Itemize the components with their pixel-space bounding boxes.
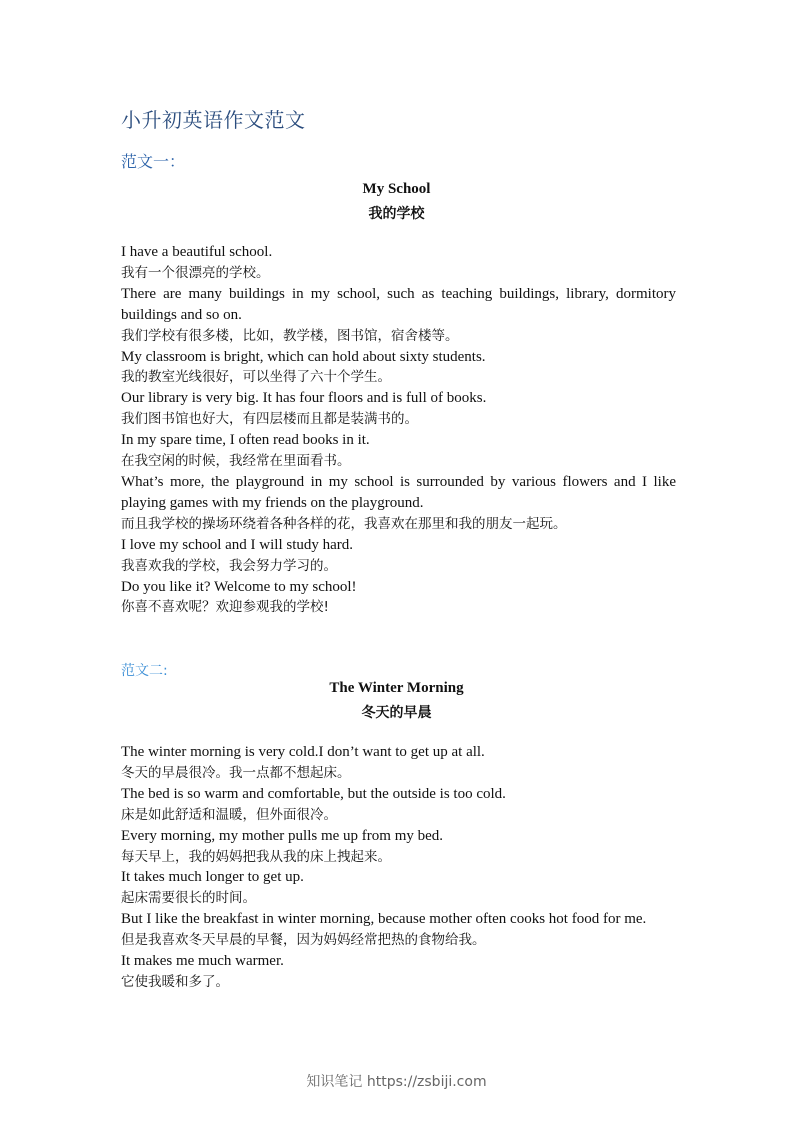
essay-1-line: 在我空闲的时候，我经常在里面看书。 [121, 453, 351, 470]
essay-1-line: What’s more, the playground in my school is surrounded by various flowers and I like playing games with my friends on the playground. [121, 473, 676, 511]
essay-2-line: It makes me much warmer. [121, 953, 284, 970]
essay-1-line: My classroom is bright, which can hold about sixty students. [121, 348, 486, 365]
essay-1-line: In my spare time, I often read books in it. [121, 432, 370, 449]
essay-1-line: Our library is very big. It has four floors and is full of books. [121, 390, 487, 407]
essay-2-line: It takes much longer to get up. [121, 869, 304, 886]
essay-2-line: 起床需要很长的时间。 [121, 890, 256, 907]
essay-1-line: I love my school and I will study hard. [121, 536, 354, 553]
essay-1-title-en: My School [362, 181, 431, 197]
essay-2-title-zh: 冬天的早晨 [361, 705, 432, 721]
essay-2-line: 它使我暖和多了。 [121, 973, 229, 990]
essay-1-line: 我们学校有很多楼，比如，教学楼，图书馆，宿舍楼等。 [121, 327, 459, 344]
essay-2-line: But I like the breakfast in winter morning, because mother often cooks hot food for me. [121, 911, 647, 928]
essay-1-title-zh: 我的学校 [368, 206, 425, 222]
essay-1-line: I have a beautiful school. [121, 244, 273, 260]
essay-2-line: 但是我喜欢冬天早晨的早餐，因为妈妈经常把热的食物给我。 [121, 932, 486, 949]
essay-1-line: 我们图书馆也好大，有四层楼而且都是装满书的。 [121, 411, 418, 428]
page-title: 小升初英语作文范文 [121, 108, 306, 132]
essay-1-line: Do you like it? Welcome to my school! [121, 578, 357, 595]
essay-2-line: The bed is so warm and comfortable, but the outside is too cold. [121, 785, 506, 802]
essay-2-title-en: The Winter Morning [329, 680, 464, 696]
essay-1-line: 我的教室光线很好，可以坐得了六十个学生。 [121, 369, 391, 386]
essay-2-line: The winter morning is very cold.I don’t want to get up at all. [121, 744, 485, 760]
essay-2-line: Every morning, my mother pulls me up from my bed. [121, 827, 444, 844]
essay-2-line: 床是如此舒适和温暖，但外面很冷。 [121, 806, 337, 823]
essay-2-line: 冬天的早晨很冷。我一点都不想起床。 [121, 764, 351, 781]
section-heading-1: 范文一： [121, 152, 186, 171]
footer-watermark: 知识笔记 https://zsbiji.com [306, 1074, 487, 1090]
essay-1-body [121, 242, 676, 618]
essay-1-line: There are many buildings in my school, such as teaching buildings, library, dormitory buildings and so on. [121, 285, 676, 323]
essay-2-body [121, 742, 676, 993]
essay-2-line: 每天早上，我的妈妈把我从我的床上拽起来。 [121, 848, 391, 865]
essay-1-line: 你喜不喜欢呢？欢迎参观我的学校! [121, 599, 329, 616]
essay-1-line: 而且我学校的操场环绕着各种各样的花，我喜欢在那里和我的朋友一起玩。 [121, 515, 567, 532]
essay-1-line: 我喜欢我的学校，我会努力学习的。 [121, 557, 337, 574]
essay-1-line: 我有一个很漂亮的学校。 [121, 264, 270, 281]
section-heading-2: 范文二: [121, 663, 168, 679]
